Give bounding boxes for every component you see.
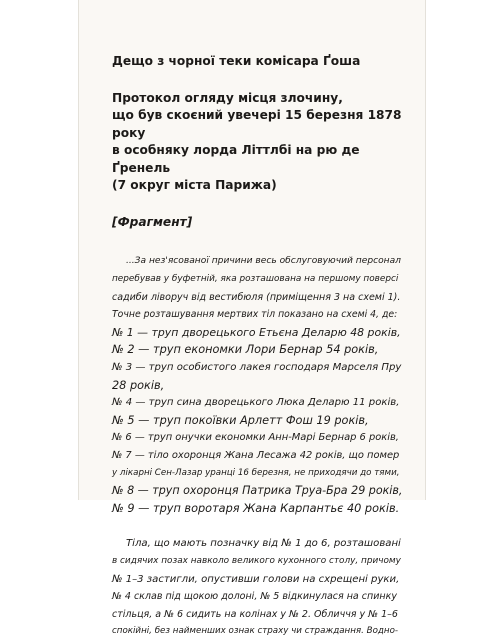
text-line: перебував у буфетній, яка розташована на першому поверсі <box>112 274 399 285</box>
protocol-title-line: що був скоєний увечері 15 березня 1878 року <box>112 108 402 140</box>
list-item: № 2 — труп економки Лори Бернар 54 років, <box>112 343 379 357</box>
list-item: № 8 — труп охоронця Патрика Труа-Бра 29 років, <box>112 484 403 498</box>
text-line: № 1–3 застигли, опустивши голови на схрещені руки, <box>112 573 400 585</box>
list-item: № 5 — труп покоївки Арлетт Фош 19 років, <box>112 413 369 427</box>
fragment-label: [Фрагмент] <box>112 215 193 230</box>
list-item: № 7 — тіло охоронця Жана Лесажа 42 років, що помер <box>112 449 400 461</box>
text-line: ...За нез'ясованої причини весь обслуговуючий персонал <box>126 256 401 267</box>
protocol-title-line: (7 округ міста Парижа) <box>112 178 277 193</box>
list-item: № 1 — труп дворецького Етьєна Деларю 48 років, <box>112 325 401 339</box>
list-item: № 6 — труп онучки економки Анн-Марі Бернар 6 років, <box>112 432 399 444</box>
list-item: № 3 — труп особистого лакея господаря Марселя Пру <box>112 362 402 373</box>
victim-list <box>112 324 402 518</box>
paragraph-bodies <box>112 535 402 641</box>
text-line: спокійні, без найменших ознак страху чи страждання. Водно- <box>112 626 399 637</box>
protocol-title-line: в особняку лорда Літтлбі на рю де Ґренель <box>112 143 360 175</box>
text-line: в сидячих позах навколо великого кухонного столу, причому <box>112 555 401 566</box>
text-line: садиби ліворуч від вестибюля (приміщення 3 на схемі 1). <box>112 291 401 303</box>
protocol-title-line: Протокол огляду місця злочину, <box>112 91 343 105</box>
page-content <box>112 53 402 641</box>
list-item: 28 років, <box>112 378 165 392</box>
text-line: № 4 склав під щокою долоні, № 5 відкинулася на спинку <box>112 591 397 603</box>
text-line: Тіла, що мають позначку від № 1 до 6, розташовані <box>126 538 401 550</box>
text-line: стільця, а № 6 сидить на колінах у № 2. Обличчя у № 1–6 <box>112 608 398 620</box>
section-heading: Дещо з чорної теки комісара Ґоша <box>112 54 361 68</box>
paragraph-scene <box>112 253 402 323</box>
paragraph-gap <box>112 517 402 535</box>
list-item: № 9 — труп воротаря Жана Карпантьє 40 років. <box>112 501 400 515</box>
list-item: № 4 — труп сина дворецького Люка Деларю 11 років, <box>112 397 400 409</box>
protocol-title <box>112 90 402 194</box>
list-item: у лікарні Сен-Лазар уранці 16 березня, не приходячи до тями, <box>112 467 400 478</box>
text-line: Точне розташування мертвих тіл показано на схемі 4, де: <box>112 309 398 321</box>
